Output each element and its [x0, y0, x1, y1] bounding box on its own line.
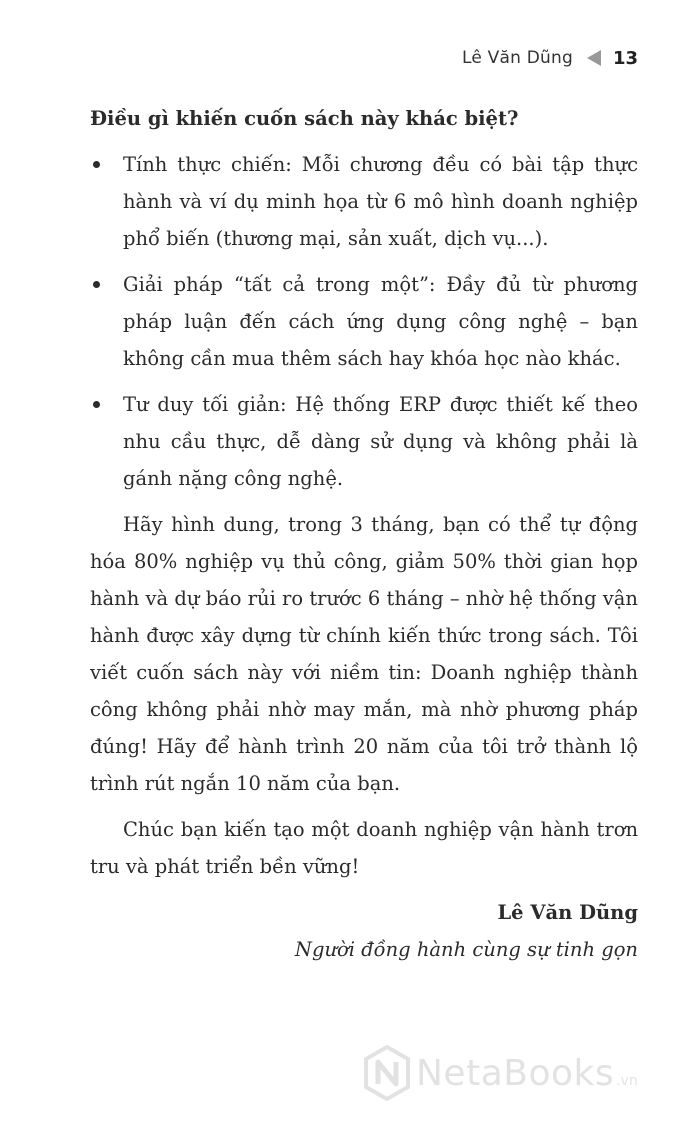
section-heading: Điều gì khiến cuốn sách này khác biệt? [90, 107, 519, 130]
watermark [362, 1044, 638, 1102]
bullet-icon [93, 401, 100, 408]
page-header [462, 44, 638, 72]
page-body [90, 100, 638, 968]
bullet-item [90, 266, 638, 377]
signature-name: Lê Văn Dũng [497, 901, 638, 924]
bullet-icon [93, 161, 100, 168]
bullet-text: Tư duy tối giản: Hệ thống ERP được thiết kế theo nhu cầu thực, dễ dàng sử dụng và không phải là gánh nặng công nghệ. [123, 393, 638, 490]
watermark-brand: NetaBooks [416, 1052, 615, 1094]
signature-title: Người đồng hành cùng sự tinh gọn [294, 938, 638, 961]
bullet-text: Tính thực chiến: Mỗi chương đều có bài tập thực hành và ví dụ minh họa từ 6 mô hình doanh nghiệp phổ biến (thương mại, sản xuất, dịch vụ...). [123, 153, 638, 250]
body-paragraph: Chúc bạn kiến tạo một doanh nghiệp vận hành trơn tru và phát triển bền vững! [90, 818, 638, 878]
header-author: Lê Văn Dũng [462, 48, 573, 68]
netabooks-logo-icon [362, 1044, 412, 1102]
bullet-list [90, 146, 638, 497]
page-number: 13 [612, 47, 638, 69]
bullet-icon [93, 281, 100, 288]
watermark-suffix: .vn [616, 1073, 638, 1089]
body-paragraph: Hãy hình dung, trong 3 tháng, bạn có thể tự động hóa 80% nghiệp vụ thủ công, giảm 50% thời gian họp hành và dự báo rủi ro trước 6 tháng – nhờ hệ thống vận hành được xây dựng từ chính kiến thức trong sách. Tôi viết cuốn sách này với niềm tin: Doanh nghiệp thành công không phải nhờ may mắn, mà nhờ phương pháp đúng! Hãy để hành trình 20 năm của tôi trở thành lộ trình rút ngắn 10 năm của bạn. [90, 513, 638, 795]
bullet-item [90, 386, 638, 497]
bullet-text: Giải pháp “tất cả trong một”: Đầy đủ từ phương pháp luận đến cách ứng dụng công nghệ – bạn không cần mua thêm sách hay khóa học nào khác. [123, 273, 638, 370]
bullet-item [90, 146, 638, 257]
left-triangle-icon [587, 50, 601, 66]
